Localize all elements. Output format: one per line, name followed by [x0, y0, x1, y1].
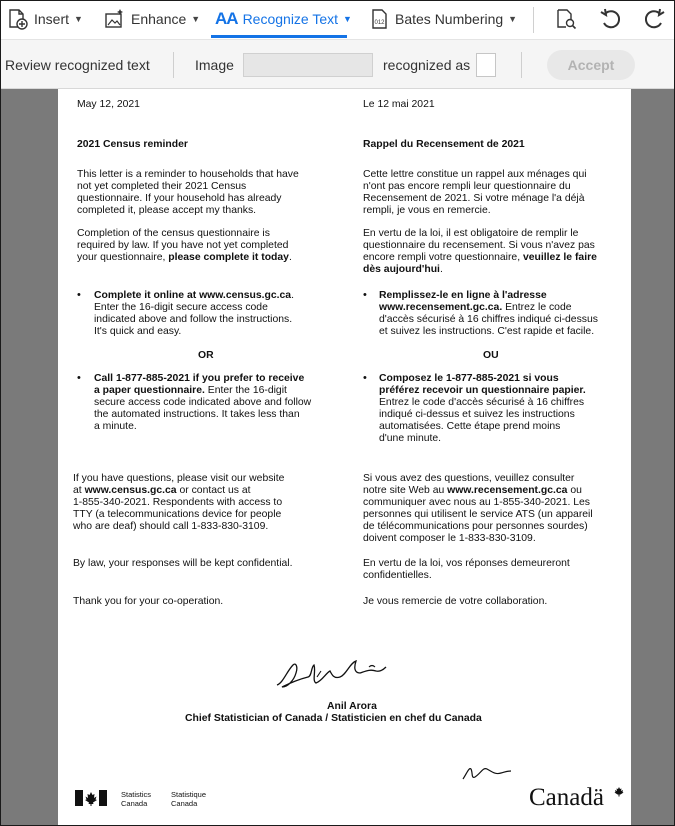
text-line: Si vous avez des questions, veuillez consulter — [363, 473, 575, 484]
text-line: who are deaf) should call 1-833-830-3109. — [73, 521, 269, 532]
title-en: 2021 Census reminder — [77, 139, 188, 150]
insert-label: Insert — [34, 11, 70, 27]
canada-flag-icon — [75, 790, 107, 806]
signatory-title: Chief Statistician of Canada / Statisticien en chef du Canada — [185, 713, 482, 724]
bullet: • — [363, 372, 367, 384]
chevron-down-icon: ▼ — [508, 14, 518, 24]
undo-icon — [599, 8, 623, 30]
text-line: dès aujourd'hui. — [363, 264, 443, 275]
enhance-label: Enhance — [131, 11, 187, 27]
divider — [521, 52, 522, 78]
canada-wordmark: Canadä — [529, 784, 604, 811]
active-tab-indicator — [211, 35, 347, 38]
statcan-en-label: Statistics Canada — [121, 790, 152, 808]
text-line: d'accès sécurisé à 16 chiffres indiqué ci-dessus — [379, 314, 598, 325]
recognize-text-menu[interactable] — [215, 1, 352, 37]
accept-button[interactable]: Accept — [547, 50, 635, 80]
redo-button[interactable] — [642, 1, 666, 37]
bates-numbering-menu[interactable] — [370, 1, 517, 37]
insert-menu[interactable] — [7, 1, 83, 37]
toolbar-divider — [533, 7, 534, 33]
text-line: Recensement de 2021. Si votre ménage l'a déjà — [363, 193, 585, 204]
review-recognized-text-bar — [1, 40, 674, 89]
text-line: a minute. — [94, 421, 137, 432]
wordmark-flag-icon — [614, 787, 624, 797]
text-line: Je vous remercie de votre collaboration. — [363, 596, 548, 607]
chevron-down-icon: ▼ — [74, 14, 83, 24]
text-line: If you have questions, please visit our website — [73, 473, 285, 484]
bullet: • — [77, 289, 81, 301]
title-fr: Rappel du Recensement de 2021 — [363, 139, 525, 150]
signature-image — [273, 657, 413, 699]
review-label: Review recognized text — [5, 57, 150, 73]
bates-numbering-icon — [370, 8, 390, 30]
text-line: at www.census.gc.ca or contact us at — [73, 485, 251, 496]
text-line: En vertu de la loi, vos réponses demeureront — [363, 558, 570, 569]
text-line: Entrez le code d'accès sécurisé à 16 chiffres — [379, 397, 585, 408]
text-line: By law, your responses will be kept confidential. — [73, 558, 293, 569]
ou-separator: OU — [483, 350, 499, 361]
chevron-down-icon: ▼ — [343, 14, 352, 24]
text-line: indicated above and follow the instructions. — [94, 314, 293, 325]
document-viewer[interactable] — [1, 89, 674, 825]
text-line: Cette lettre constitue un rappel aux ménages qui — [363, 169, 587, 180]
recognize-text-icon: AA — [215, 9, 238, 28]
text-line: your questionnaire, please complete it today. — [77, 252, 292, 263]
text-line: doivent composer le 1-833-830-3109. — [363, 533, 536, 544]
recognized-as-field[interactable] — [476, 53, 496, 77]
recognized-as-label: recognized as — [383, 57, 471, 73]
letter-page — [58, 89, 631, 825]
text-line: 1-855-340-2021. Respondents with access to — [73, 497, 283, 508]
text-line: secure access code indicated above and follow — [94, 397, 312, 408]
text-line: Remplissez-le en ligne à l'adresse — [379, 290, 547, 301]
text-line: confidentielles. — [363, 570, 432, 581]
recognized-image-preview — [243, 53, 373, 77]
bullet: • — [77, 372, 81, 384]
bullet: • — [363, 289, 367, 301]
text-line: rempli, je vous en remercie. — [363, 205, 491, 216]
text-line: the automated instructions. It takes less than — [94, 409, 300, 420]
text-line: completed it, please accept my thanks. — [77, 205, 257, 216]
enhance-menu[interactable] — [104, 1, 200, 37]
text-line: not yet completed their 2021 Census — [77, 181, 247, 192]
image-label: Image — [195, 57, 234, 73]
text-line: It's quick and easy. — [94, 326, 182, 337]
text-line: a paper questionnaire. Enter the 16-digit — [94, 385, 287, 396]
text-line: indiqué ci-dessus et suivez les instructions — [379, 409, 575, 420]
or-separator: OR — [198, 350, 214, 361]
insert-page-icon — [7, 8, 29, 30]
recognize-text-label: Recognize Text — [242, 11, 339, 27]
text-line: encore rempli votre questionnaire, veuillez le faire — [363, 252, 597, 263]
text-line: Enter the 16-digit secure access code — [94, 302, 268, 313]
date-en: May 12, 2021 — [77, 99, 140, 110]
text-line: de télécommunications pour personnes sourdes) — [363, 521, 588, 532]
text-line: En vertu de la loi, il est obligatoire de remplir le — [363, 228, 579, 239]
text-line: et suivez les instructions. C'est rapide et facile. — [379, 326, 595, 337]
document-search-icon — [555, 8, 577, 30]
divider — [173, 52, 174, 78]
text-line: préférez recevoir un questionnaire papier. — [379, 385, 586, 396]
text-line: Completion of the census questionnaire is — [77, 228, 270, 239]
text-line: This letter is a reminder to households that have — [77, 169, 299, 180]
text-line: n'ont pas encore rempli leur questionnaire du — [363, 181, 571, 192]
text-line: automatisées. Cette étape prend moins — [379, 421, 561, 432]
text-line: Composez le 1-877-885-2021 si vous — [379, 373, 559, 384]
initials-signature-image — [461, 761, 513, 783]
redo-icon — [642, 8, 666, 30]
text-line: notre site Web au www.recensement.gc.ca ou — [363, 485, 582, 496]
edit-document-button[interactable] — [555, 1, 577, 37]
toolbar — [1, 1, 674, 40]
text-line: Call 1-877-885-2021 if you prefer to receive — [94, 373, 305, 384]
text-line: TTY (a telecommunications device for people — [73, 509, 282, 520]
text-line: d'une minute. — [379, 433, 442, 444]
text-line: www.recensement.gc.ca. Entrez le code — [379, 302, 572, 313]
date-fr: Le 12 mai 2021 — [363, 99, 435, 110]
enhance-image-icon — [104, 8, 126, 30]
statcan-fr-label: Statistique Canada — [171, 790, 207, 808]
signatory-name: Anil Arora — [327, 701, 377, 712]
text-line: Complete it online at www.census.gc.ca. — [94, 290, 294, 301]
text-line: communiquer avec nous au 1-855-340-2021. Les — [363, 497, 591, 508]
bates-numbering-label: Bates Numbering — [395, 11, 504, 27]
text-line: questionnaire du recensement. Si vous n'avez pas — [363, 240, 595, 251]
text-line: Thank you for your co-operation. — [73, 596, 224, 607]
chevron-down-icon: ▼ — [191, 14, 201, 24]
text-line: questionnaire. If your household has already — [77, 193, 282, 204]
text-line: required by law. If you have not yet completed — [77, 240, 289, 251]
svg-text:012: 012 — [374, 20, 385, 26]
text-line: personnes qui utilisent le service ATS (un appareil — [363, 509, 593, 520]
undo-button[interactable] — [599, 1, 623, 37]
